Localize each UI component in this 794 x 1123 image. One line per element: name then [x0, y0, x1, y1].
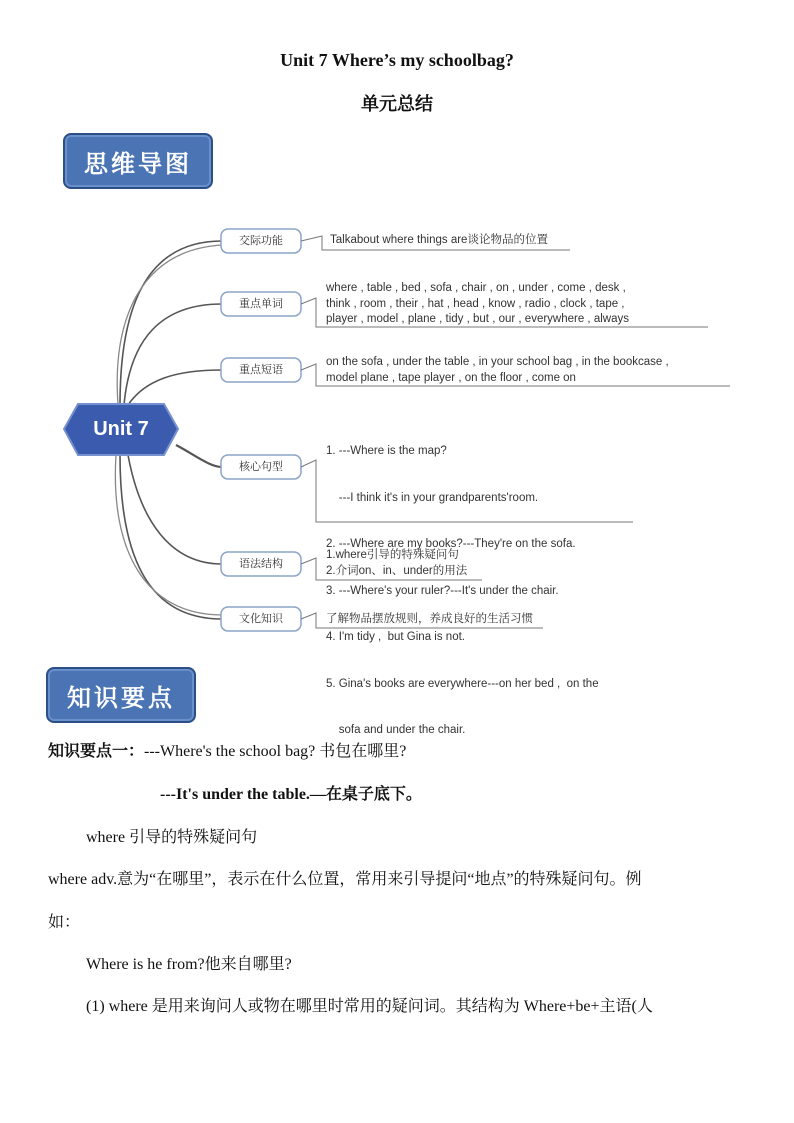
branch-label-communication: 交际功能 — [239, 234, 283, 247]
item-one-text: (1) where 是用来询问人或物在哪里时常用的疑问词。其结构为 Where+be+主语(人 — [86, 998, 653, 1015]
branch-label-key-phrases: 重点短语 — [239, 363, 283, 376]
mind-map-banner: 思维导图 — [63, 133, 213, 189]
point-one-label: 知识要点一： — [48, 743, 145, 760]
page-title: Unit 7 Where’s my schoolbag? — [280, 50, 514, 70]
point-one-question: ---Where's the school bag? 书包在哪里? — [144, 743, 407, 760]
detail-key-phrases: on the sofa , under the table , in your school bag , in the bookcase , model plane , tape player , on the floor , come on — [326, 356, 669, 384]
knowledge-points-banner: 知识要点 — [46, 667, 196, 723]
detail-core-sentences: 1. ---Where is the map? ---I think it's in your grandparents'room. 2. ---Where are my books?---They're on the sofa. 3. ---Where's your ruler?---It's under the chair. 4. I'm tidy , but Gina is not. 5. Gina's books are everywhere---on her bed , on the sofa and under the chair. — [326, 445, 599, 736]
branch-label-core-sentences: 核心句型 — [239, 460, 283, 473]
paragraph-line-1: where adv.意为“在哪里”，表示在什么位置，常用来引导提问“地点”的特殊疑问句。例 — [48, 871, 642, 888]
branch-label-grammar: 语法结构 — [239, 557, 283, 570]
branch-curve-4 — [176, 445, 222, 467]
branch-label-key-words: 重点单词 — [239, 297, 283, 310]
example-sentence: Where is he from?他来自哪里? — [86, 956, 292, 973]
detail-key-words: where , table , bed , sofa , chair , on , under , come , desk , think , room , their , hat , head , know , radio , clock , tape , player , model , plane , tidy , but , our , everywhere , always — [326, 282, 629, 325]
center-node-label: Unit 7 — [93, 418, 149, 440]
branch-label-culture: 文化知识 — [239, 612, 283, 625]
point-one-line — [48, 738, 406, 761]
branch-curve-5 — [128, 455, 222, 564]
detail-communication: Talkabout where things are谈论物品的位置 — [330, 234, 548, 246]
paragraph-line-2: 如： — [48, 914, 81, 931]
branch-curve-3 — [128, 370, 222, 405]
detail-grammar: 1.where引导的特殊疑问句 2.介词on、in、under的用法 — [326, 549, 468, 577]
branch-curve-1 — [120, 241, 222, 405]
page-subtitle: 单元总结 — [361, 94, 433, 115]
point-one-answer: ---It's under the table.—在桌子底下。 — [160, 786, 422, 803]
section-heading: where 引导的特殊疑问句 — [86, 829, 258, 846]
detail-culture: 了解物品摆放规则，养成良好的生活习惯 — [326, 613, 533, 625]
branch-curve-6 — [120, 455, 222, 619]
branch-curve-2 — [124, 304, 222, 405]
